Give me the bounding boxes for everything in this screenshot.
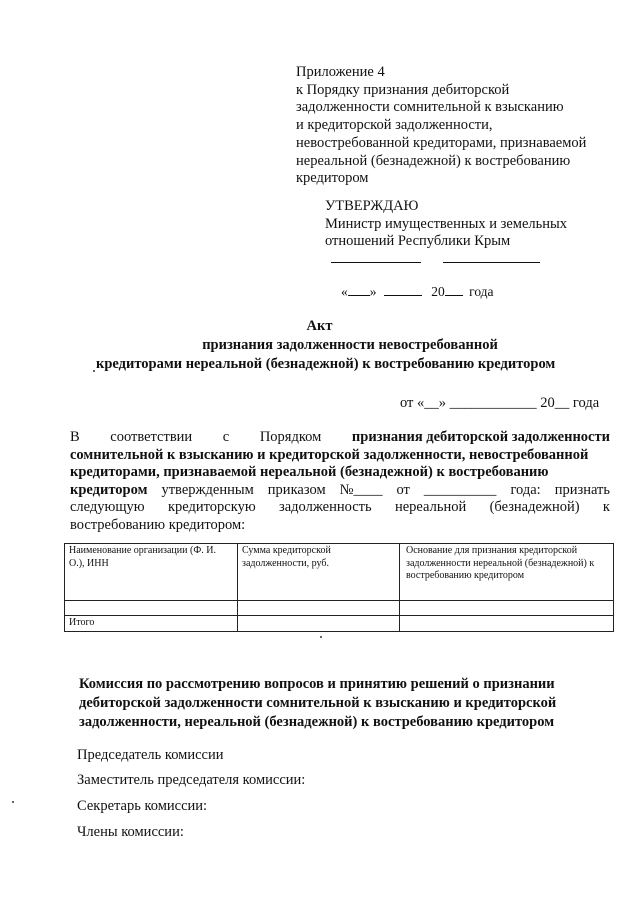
debt-table: [64, 543, 614, 632]
scan-speck: [93, 370, 95, 372]
paragraph-line: [70, 429, 610, 447]
header-amount: Сумма кредиторской задолженности, руб.: [238, 544, 400, 601]
table-header-row: [65, 544, 614, 601]
word: следующую: [70, 499, 145, 515]
year-blank: [445, 284, 463, 296]
main-paragraph: [70, 429, 610, 534]
deputy-label: Заместитель председателя комиссии:: [77, 772, 306, 788]
word: с: [222, 429, 230, 445]
date-quote-close: »: [369, 284, 377, 299]
secretary-label: Секретарь комиссии:: [77, 798, 208, 814]
appendix-line: нереальной (безнадежной) к востребованию: [296, 152, 571, 169]
word: В: [70, 429, 80, 445]
word: __________: [423, 481, 497, 498]
appendix-line: и кредиторской задолженности,: [296, 117, 493, 134]
commission-line: Комиссия по рассмотрению вопросов и принятию решений о признании: [79, 676, 555, 692]
word: приказом: [267, 481, 326, 498]
table-cell: [400, 616, 614, 632]
date-quote-open: «: [341, 284, 348, 299]
word: утвержденным: [161, 481, 254, 498]
table-cell: [400, 601, 614, 616]
commission-heading: [79, 675, 599, 732]
approval-date: [341, 284, 494, 300]
bold-phrase: кредиторами, признаваемой нереальной (безнадежной) к востребованию: [70, 464, 549, 480]
year-prefix: 20: [431, 284, 445, 299]
word: кредиторскую: [167, 499, 256, 515]
total-label: Итого: [65, 616, 238, 632]
act-date: от «__» ____________ 20__ года: [400, 395, 600, 411]
paragraph-line: [70, 517, 610, 535]
word: №____: [339, 481, 383, 498]
word: к: [602, 499, 610, 515]
scan-speck: [320, 636, 322, 638]
word: Порядком: [259, 429, 322, 445]
table-total-row: [65, 616, 614, 632]
word: соответствии: [110, 429, 193, 445]
year-suffix: года: [469, 284, 494, 299]
appendix-line: задолженности сомнительной к взысканию: [296, 99, 564, 116]
header-basis: Основание для признания кредиторской задолженности нереальной (безнадежной) к востребованию кредитором: [400, 544, 614, 601]
bold-phrase: кредитором: [70, 481, 148, 498]
appendix-block: [296, 64, 586, 188]
word: года:: [510, 481, 541, 498]
paragraph-line: [70, 447, 610, 465]
act-subtitle-line2: кредиторами нереальной (безнадежной) к востребованию кредитором: [96, 356, 556, 372]
day-blank: [348, 284, 370, 296]
paragraph-line: [70, 482, 610, 500]
name-line: [443, 262, 540, 263]
approval-position: Министр имущественных и земельных: [325, 215, 568, 232]
scan-speck: [12, 801, 14, 803]
commission-line: задолженности, нереальной (безнадежной) к востребованию кредитором: [79, 714, 555, 730]
month-blank: [384, 284, 422, 296]
word: нереальной: [394, 499, 467, 515]
table-cell: [65, 601, 238, 616]
word: задолженность: [279, 499, 372, 515]
word: (безнадежной): [489, 499, 580, 515]
table-cell: [238, 601, 400, 616]
word: востребованию кредитором:: [70, 516, 246, 533]
signature-line: [331, 262, 421, 263]
table-cell: [238, 616, 400, 632]
approval-heading: УТВЕРЖДАЮ: [325, 198, 419, 214]
word: от: [396, 481, 410, 498]
bold-phrase: признания дебиторской задолженности: [351, 429, 610, 445]
members-label: Члены комиссии:: [77, 824, 184, 840]
paragraph-line: [70, 499, 610, 517]
approval-block: [325, 198, 567, 251]
word: признать: [554, 481, 610, 498]
bold-phrase: сомнительной к взысканию и кредиторской задолженности, невостребованной: [70, 446, 589, 463]
chair-label: Председатель комиссии: [77, 747, 224, 763]
appendix-line: Приложение 4: [296, 64, 385, 80]
commission-line: дебиторской задолженности сомнительной к взысканию и кредиторской: [79, 695, 557, 711]
approval-position: отношений Республики Крым: [325, 233, 511, 249]
header-organization: Наименование организации (Ф. И. О.), ИНН: [65, 544, 238, 601]
appendix-line: к Порядку признания дебиторской: [296, 81, 510, 98]
act-subtitle-line1: признания задолженности невостребованной: [202, 337, 498, 353]
appendix-line: невостребованной кредиторами, признаваемой: [296, 134, 587, 151]
appendix-line: кредитором: [296, 170, 369, 187]
table-row: [65, 601, 614, 616]
act-title: Акт: [306, 318, 333, 334]
paragraph-line: [70, 464, 610, 482]
